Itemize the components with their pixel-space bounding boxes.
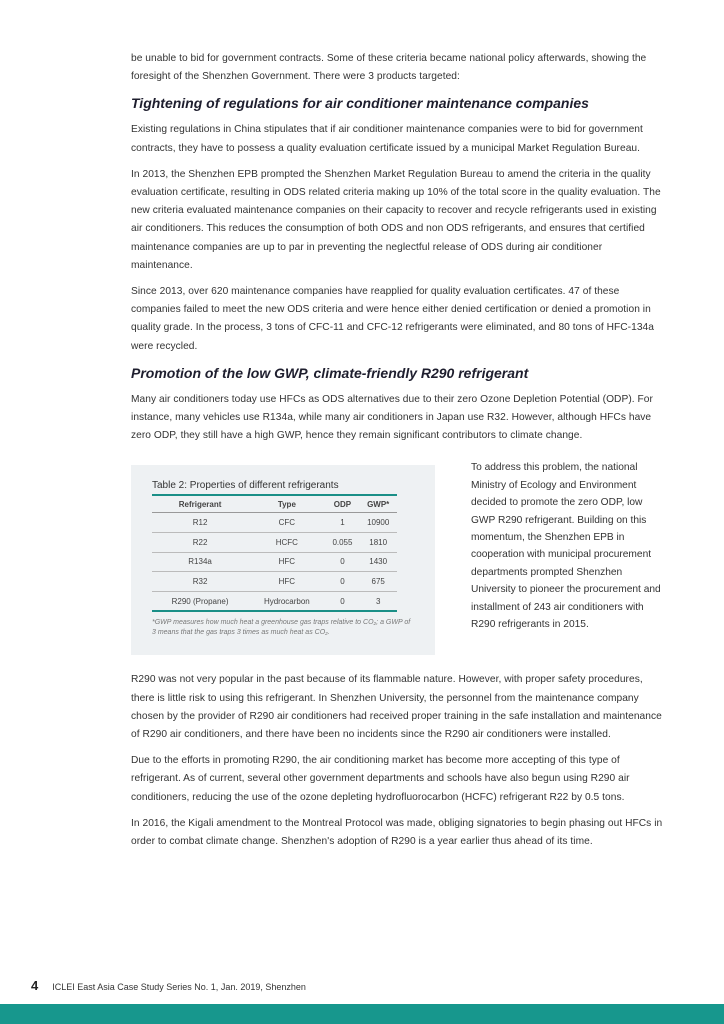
table-cell: 1810 <box>359 533 397 553</box>
column-header: Refrigerant <box>152 497 248 513</box>
page-footer <box>31 978 306 993</box>
paragraph: Existing regulations in China stipulates that if air conditioner maintenance companies were to bid for government contracts, they have to possess a quality evaluation certificate issued by a municipal Market Regulation Bureau. <box>131 124 643 154</box>
table-cell: R134a <box>152 552 248 572</box>
table-cell: 3 <box>359 591 397 611</box>
table-cell: R22 <box>152 533 248 553</box>
table-cell: HCFC <box>248 533 325 553</box>
table-cell: R290 (Propane) <box>152 591 248 611</box>
paragraph: Due to the efforts in promoting R290, the air conditioning market has become more accepting of this type of refrigerant. As of current, several other government departments and schools have also begun using R290 air conditioners, reducing the use of the ozone depleting hydrofluorocarbon (HCFC) refrigerant R22 by 0.5 tons. <box>131 755 630 803</box>
section-heading-r290: Promotion of the low GWP, climate-friendly R290 refrigerant <box>131 364 529 381</box>
table-cell: 0 <box>326 591 360 611</box>
table-row <box>152 591 397 611</box>
table-cell: HFC <box>248 572 325 592</box>
paragraph: Many air conditioners today use HFCs as ODS alternatives due to their zero Ozone Depletion Potential (ODP). For instance, many vehicles use R134a, while many air conditioners in Japan use R32. However, although HFCs have zero ODP, they still have a high GWP, hence they remain significant contributors to climate change. <box>131 393 653 442</box>
table-cell: CFC <box>248 513 325 533</box>
table-cell: 0 <box>326 572 360 592</box>
refrigerant-table <box>152 497 397 612</box>
column-header: ODP <box>326 497 360 513</box>
column-header: Type <box>248 497 325 513</box>
paragraph: In 2016, the Kigali amendment to the Montreal Protocol was made, obliging signatories to begin phasing out HFCs in order to combat climate change. Shenzhen's adoption of R290 is a year earlier thus ahead of its time. <box>131 817 663 848</box>
table-cell: 10900 <box>359 513 397 533</box>
section-heading-maintenance: Tightening of regulations for air conditioner maintenance companies <box>131 95 589 112</box>
table-cell: 675 <box>359 572 397 592</box>
table-cell: 1430 <box>359 552 397 572</box>
table-cell: 0 <box>326 552 360 572</box>
paragraph: In 2013, the Shenzhen EPB prompted the Shenzhen Market Regulation Bureau to amend the criteria in the quality evaluation certificate, resulting in ODS related criteria making up 10% of the total score in the quality evaluation. The new criteria evaluated maintenance companies on their capacity to recover and recycle refrigerants used in existing air conditioners. This reduces the consumption of both ODS and non ODS refrigerants, and ensures that certified maintenance companies are up to par in preventing the neglectful release of ODS during air conditioner maintenance. <box>131 168 661 271</box>
table-cell: 1 <box>326 513 360 533</box>
table-title: Table 2: Properties of different refrigerants <box>152 480 397 496</box>
table-header-row <box>152 497 397 513</box>
page-content <box>131 50 666 859</box>
table-row <box>152 533 397 553</box>
column-header: GWP* <box>359 497 397 513</box>
table-and-text-row <box>131 462 666 655</box>
table-cell: 0.055 <box>326 533 360 553</box>
page-number: 4 <box>31 978 39 993</box>
series-title: ICLEI East Asia Case Study Series No. 1, Jan. 2019, Shenzhen <box>52 982 306 992</box>
table-cell: R12 <box>152 513 248 533</box>
table-cell: Hydrocarbon <box>248 591 325 611</box>
table-footnote: *GWP measures how much heat a greenhouse gas traps relative to CO₂; a GWP of 3 means that the gas traps 3 times as much heat as CO₂. <box>152 619 411 637</box>
table-row <box>152 572 397 592</box>
table-cell: HFC <box>248 552 325 572</box>
intro-paragraph: be unable to bid for government contracts. Some of these criteria became national policy afterwards, showing the foresight of the Shenzhen Government. There were 3 products targeted: <box>131 53 647 83</box>
refrigerant-table-panel <box>131 465 435 655</box>
table-row <box>152 513 397 533</box>
footer-accent-bar <box>0 1004 724 1024</box>
table-row <box>152 552 397 572</box>
table-cell: R32 <box>152 572 248 592</box>
side-paragraph: To address this problem, the national Ministry of Ecology and Environment decided to promote the zero ODP, low GWP R290 refrigerant. Building on this momentum, the Shenzhen EPB in cooperation with municipal procurement departments prompted Shenzhen University to pioneer the procurement and installment of 243 air conditioners with R290 refrigerants in 2015. <box>471 462 661 631</box>
paragraph: R290 was not very popular in the past because of its flammable nature. However, with proper safety procedures, there is little risk to using this refrigerant. In Shenzhen University, the personnel from the maintenance company chosen by the provider of R290 air conditioners had received proper training in the safe installation and maintenance of R290 air conditioners, and there have been no incidents since the R290 air conditioners were installed. <box>131 674 662 741</box>
paragraph: Since 2013, over 620 maintenance companies have reapplied for quality evaluation certificates. 47 of these companies failed to meet the new ODS criteria and were hence either denied certification or denied a promotion in quality grade. In the process, 3 tons of CFC-11 and CFC-12 refrigerants were eliminated, and 80 tons of HFC-134a were recycled. <box>131 286 654 352</box>
